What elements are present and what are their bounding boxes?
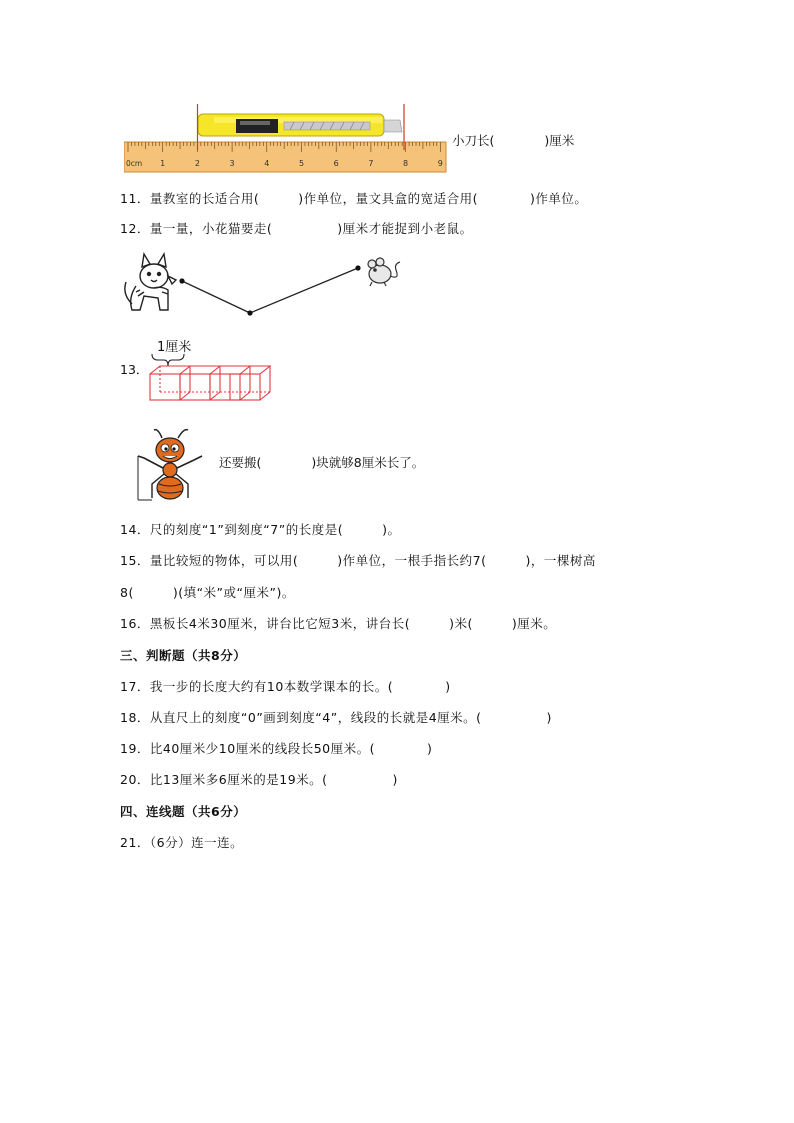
question-13-number: 13． (120, 362, 149, 377)
ruler-figure (124, 100, 450, 175)
ruler-tick-label: 1 (160, 159, 166, 168)
cat-icon (125, 254, 176, 310)
question-21: 21．（6分）连一连。 (120, 835, 244, 850)
ant-icon (138, 430, 202, 500)
question-14: 14．尺的刻度“1”到刻度“7”的长度是( )。 (120, 522, 401, 537)
question-20: 20．比13厘米多6厘米的是19米。( ) (120, 772, 398, 787)
ruler-tick-label: 5 (298, 159, 305, 168)
cubes-figure (146, 348, 276, 408)
ruler-tick-label: 2 (194, 159, 200, 168)
question-16: 16．黑板长4米30厘米，讲台比它短3米，讲台长( )米( )厘米。 (120, 616, 557, 631)
knife-image (198, 114, 402, 136)
ruler-unit-label: 0cm (126, 159, 143, 168)
ruler-tick-label: 3 (229, 159, 235, 168)
question-18: 18．从直尺上的刻度“0”画到刻度“4”，线段的长就是4厘米。( ) (120, 710, 552, 725)
unit-brace (152, 354, 184, 366)
path-segments (182, 268, 358, 313)
ruler-tick-label: 9 (437, 159, 443, 168)
ruler-tick-label: 8 (403, 159, 409, 168)
q10-knife-length: 小刀长( )厘米 (452, 133, 575, 148)
question-11: 11．量教室的长适合用( )作单位，量文具盒的宽适合用( )作单位。 (120, 191, 588, 206)
ruler-tick-label: 7 (368, 159, 374, 168)
section-4-heading: 四、连线题（共6分） (120, 804, 247, 819)
ruler-body (124, 142, 446, 172)
question-15-line1: 15．量比较短的物体，可以用( )作单位，一根手指长约7( )，一棵树高 (120, 553, 596, 568)
section-3-heading: 三、判断题（共8分） (120, 648, 247, 663)
question-12: 12．量一量，小花猫要走( )厘米才能捉到小老鼠。 (120, 221, 473, 236)
ruler-tick-label: 4 (264, 159, 270, 168)
question-19: 19．比40厘米少10厘米的线段长50厘米。( ) (120, 741, 433, 756)
cat-mouse-figure (118, 246, 408, 322)
question-15-line2: 8( )(填“米”或“厘米”)。 (120, 585, 295, 600)
ant-figure (132, 426, 214, 504)
path-point-end (355, 265, 360, 270)
path-point-middle (247, 310, 252, 315)
path-point-start (179, 278, 184, 283)
question-17: 17．我一步的长度大约有10本数学课本的长。( ) (120, 679, 451, 694)
mouse-icon (368, 258, 400, 286)
q13-unit-label: 1厘米 (157, 340, 192, 355)
ruler-tick-label: 6 (333, 159, 339, 168)
cube-row (150, 366, 270, 400)
q13-question-text: 还要搬( )块就够8厘米长了。 (219, 455, 425, 470)
